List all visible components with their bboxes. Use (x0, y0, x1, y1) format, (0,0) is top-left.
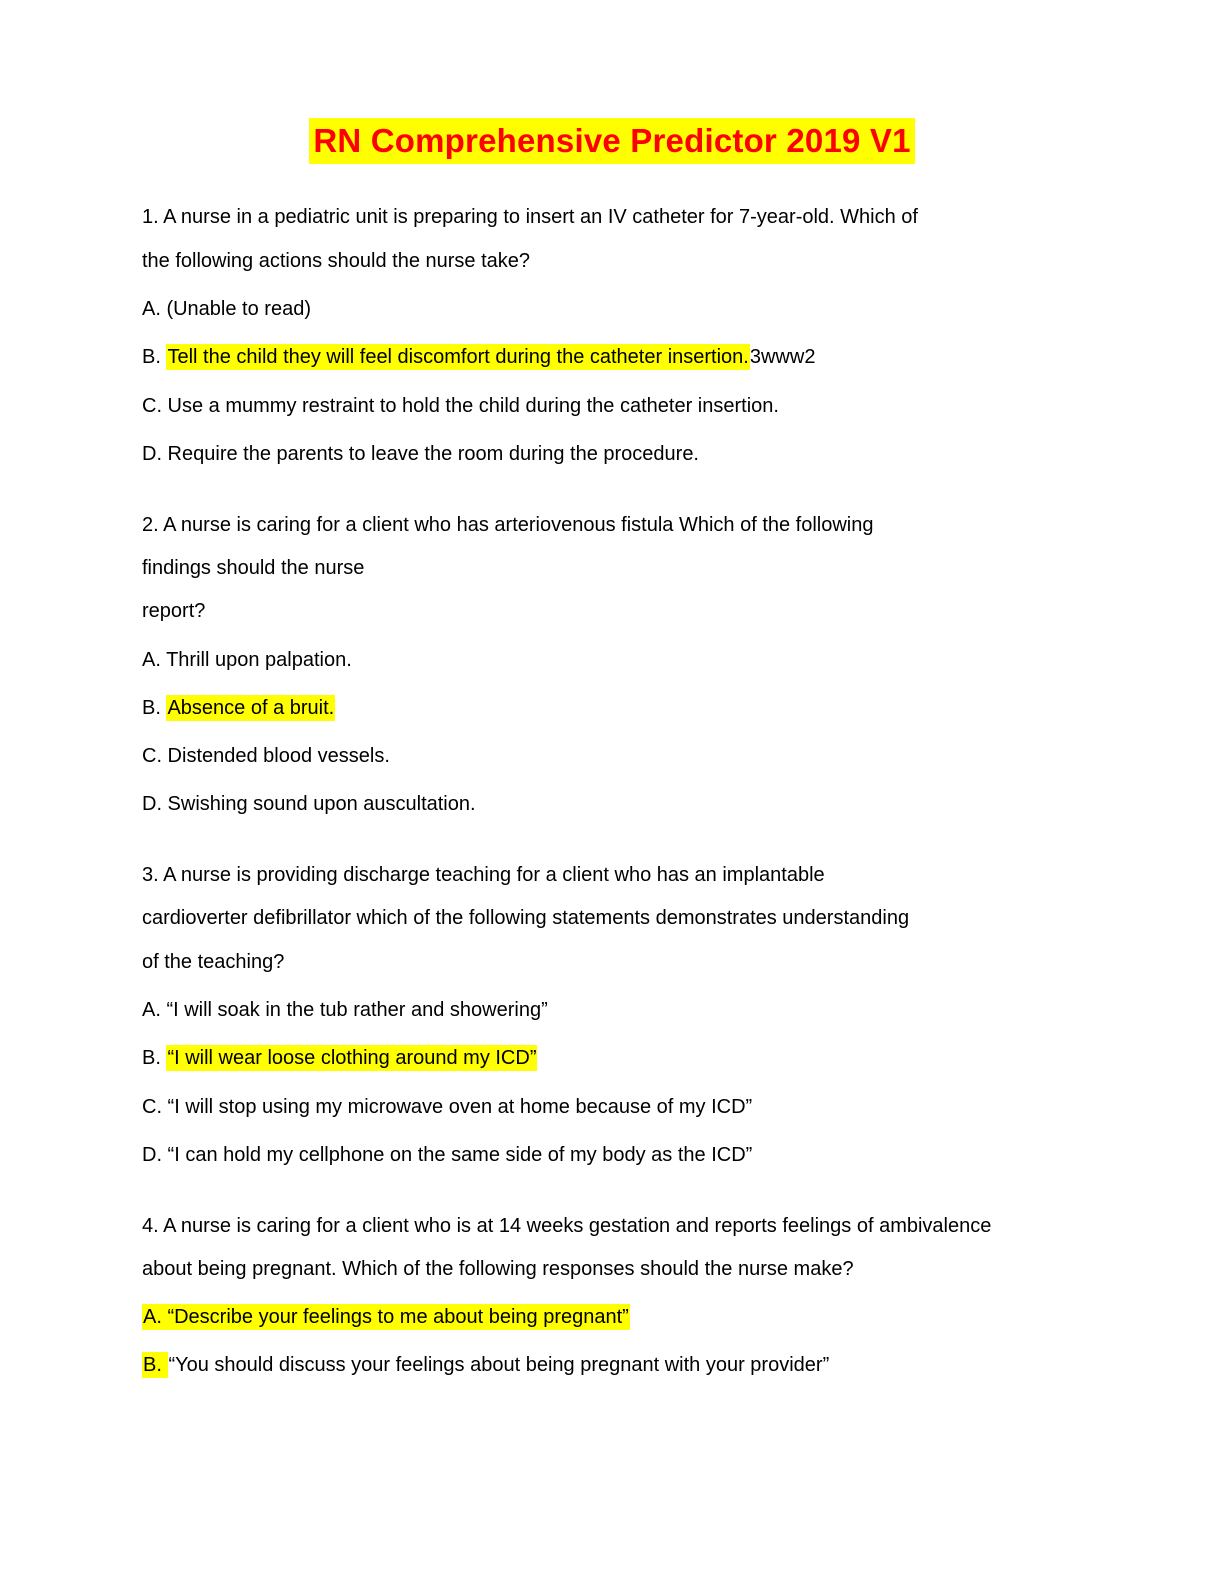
q4-stem-line-1: 4. A nurse is caring for a client who is at 14 weeks gestation and reports feelings of ambivalence (142, 1215, 992, 1237)
q4-option-a (142, 1302, 630, 1332)
q3-option-b-answer-highlight: “I will wear loose clothing around my ICD” (167, 1047, 537, 1069)
q3-option-b (142, 1043, 537, 1073)
title-container (0, 118, 1224, 164)
q4-option-b (142, 1350, 829, 1380)
q1-option-b-suffix: 3www2 (749, 346, 816, 368)
q3-option-d: D. “I can hold my cellphone on the same side of my body as the ICD” (142, 1144, 753, 1166)
q2-stem-line-3: report? (142, 600, 206, 622)
q3-stem-line-2: cardioverter defibrillator which of the following statements demonstrates understanding (142, 907, 910, 929)
q1-stem-line-2: the following actions should the nurse take? (142, 250, 531, 272)
q1-option-a: A. (Unable to read) (142, 298, 311, 320)
q3-stem-line-3: of the teaching? (142, 951, 285, 973)
q2-option-d: D. Swishing sound upon auscultation. (142, 793, 476, 815)
q3-option-a: A. “I will soak in the tub rather and showering” (142, 999, 548, 1021)
q1-stem-line-1: 1. A nurse in a pediatric unit is preparing to insert an IV catheter for 7-year-old. Which of (142, 206, 918, 228)
q1-option-c: C. Use a mummy restraint to hold the child during the catheter insertion. (142, 395, 779, 417)
q4-option-b-label-highlight: B. (143, 1354, 168, 1376)
q3-option-c: C. “I will stop using my microwave oven at home because of my ICD” (142, 1096, 753, 1118)
q2-stem-line-1: 2. A nurse is caring for a client who has arteriovenous fistula Which of the following (142, 514, 874, 536)
q1-option-b-answer-highlight: Tell the child they will feel discomfort during the catheter insertion. (167, 346, 749, 368)
q2-option-c: C. Distended blood vessels. (142, 745, 390, 767)
q2-option-a: A. Thrill upon palpation. (142, 649, 352, 671)
q4-stem-line-2: about being pregnant. Which of the following responses should the nurse make? (142, 1258, 854, 1280)
q3-option-b-label: B. (142, 1047, 167, 1069)
q2-option-b (142, 693, 335, 723)
q2-option-b-answer-highlight: Absence of a bruit. (167, 697, 335, 719)
q4-option-b-text: “You should discuss your feelings about being pregnant with your provider” (168, 1354, 830, 1376)
q4-option-a-answer-highlight: A. “Describe your feelings to me about being pregnant” (143, 1306, 629, 1328)
q2-stem-line-2: findings should the nurse (142, 557, 365, 579)
q2-option-b-label: B. (142, 697, 167, 719)
q1-option-b (142, 342, 815, 372)
q1-option-d: D. Require the parents to leave the room during the procedure. (142, 443, 699, 465)
document-title: RN Comprehensive Predictor 2019 V1 (309, 118, 914, 164)
q3-stem-line-1: 3. A nurse is providing discharge teaching for a client who has an implantable (142, 864, 825, 886)
q1-option-b-label: B. (142, 346, 167, 368)
